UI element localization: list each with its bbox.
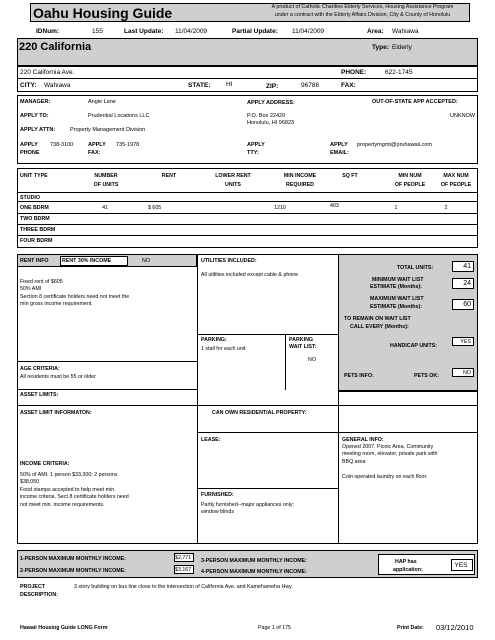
- apply-phone-value: 738-3100: [50, 142, 74, 148]
- out-of-state-value: UNKNOW: [450, 113, 476, 119]
- footer-print-label: Print Date:: [397, 625, 424, 631]
- units-header-3-line-0: LOWER RENT: [215, 173, 251, 179]
- p2-income-label: 2-PERSON MAXIMUM MONTHLY INCOME:: [20, 568, 126, 574]
- units-header-7-line-0: MAX NUM: [443, 173, 469, 179]
- handicap-label: HANDICAP UNITS:: [390, 343, 437, 349]
- unit-type-label: STUDIO: [20, 195, 41, 201]
- idnum-label: IDNum:: [36, 28, 60, 35]
- state-value: HI: [226, 81, 233, 88]
- general-info-text: Opened 2007. Picnic Area, Community meeting room, elevator, private park with BBQ area Coin operated laundry on each floor.: [342, 444, 438, 480]
- tagline-line-1: A product of Catholic Charities Elderly Services, Housing Assistance Program: [271, 4, 454, 10]
- income-criteria-label: INCOME CRITERIA:: [20, 461, 70, 467]
- unit-cell-max_people: 2: [444, 205, 448, 211]
- p4-income-label: 4-PERSON MAXIMUM MONTHLY INCOME:: [201, 569, 307, 575]
- units-header-1-line-1: OF UNITS: [93, 182, 119, 188]
- p3-income-label: 3-PERSON MAXIMUM MONTHLY INCOME:: [201, 558, 307, 564]
- type-label: Type:: [372, 44, 389, 51]
- parking-wait-label-1: PARKING: [289, 337, 314, 343]
- units-header-2-line-0: RENT: [161, 173, 177, 179]
- rent-info-label: RENT INFO: [20, 258, 49, 264]
- max-wait-label-2: ESTIMATE (Months):: [370, 304, 422, 310]
- apply-attn-value: Property Management Division: [70, 127, 146, 133]
- apply-fax-label-2: FAX:: [88, 150, 101, 156]
- apply-email-label-1: APPLY: [330, 142, 348, 148]
- footer-form-name: Hawaii Housing Guide LONG Form: [20, 625, 108, 631]
- rent30-label: RENT 30% INCOME: [62, 258, 112, 264]
- hap-value: YES: [451, 559, 473, 571]
- parking-label: PARKING:: [201, 337, 227, 343]
- asset-limit-info-label: ASSET LIMIT INFORMATON:: [20, 410, 92, 416]
- apply-address-line-1: P.O. Box 22420: [247, 113, 286, 119]
- unit-type-label: ONE BDRM: [20, 205, 49, 211]
- apply-address-label: APPLY ADDRESS:: [247, 100, 295, 106]
- unit-cell-min_income: 1210: [274, 205, 286, 211]
- state-label: STATE:: [188, 82, 211, 89]
- parking-wait-label-2: WAIT LIST:: [289, 344, 317, 350]
- page-title: Oahu Housing Guide: [33, 5, 173, 21]
- units-header-3-line-1: UNITS: [225, 182, 241, 188]
- footer-page-number: Page 1 of 175: [258, 625, 291, 631]
- city-value: Wahiawa: [44, 82, 71, 89]
- city-label: CITY:: [20, 82, 37, 89]
- utilities-value: All utilities included except cable & phone: [201, 272, 299, 278]
- age-criteria-label: AGE CRITERIA:: [20, 366, 60, 372]
- rent-info-text: Fixed rent of $605 50% AMI Section 8 certificate holders need not meet the min gross income requirement.: [20, 279, 130, 308]
- total-units-value: 41: [452, 261, 474, 272]
- unit-cell-rent: $ 605: [148, 205, 162, 211]
- general-info-label: GENERAL INFO:: [342, 437, 384, 443]
- zip-value: 96786: [301, 82, 320, 89]
- manager-label: MANAGER:: [20, 99, 51, 105]
- min-wait-label-2: ESTIMATE (Months):: [370, 284, 422, 290]
- units-header-1-line-0: NUMBER: [94, 173, 118, 179]
- last-update-label: Last Update:: [124, 28, 164, 35]
- phone-value: 622-1745: [385, 69, 413, 76]
- p2-income-value: $3,167: [174, 565, 194, 574]
- zip-label: ZIP:: [266, 83, 279, 90]
- apply-attn-label: APPLY ATTN:: [20, 127, 56, 133]
- furnished-value: Partly furnished--major appliances only; window blinds: [201, 502, 295, 516]
- asset-limits-label: ASSET LIMITS:: [20, 392, 59, 398]
- property-address: 220 California Ave.: [20, 69, 75, 76]
- handicap-value: YES: [452, 337, 474, 346]
- furnished-label: FURNISHED:: [201, 492, 234, 498]
- min-wait-value: 24: [452, 278, 474, 289]
- apply-phone-label-2: PHONE: [20, 150, 40, 156]
- apply-phone-label-1: APPLY: [20, 142, 38, 148]
- p1-income-label: 1-PERSON MAXIMUM MONTHLY INCOME:: [20, 556, 126, 562]
- parking-wait-value: NO: [308, 357, 316, 363]
- units-header-6-line-1: OF PEOPLE: [394, 182, 426, 188]
- project-label-1: PROJECT: [20, 584, 46, 590]
- total-units-label: TOTAL UNITS:: [397, 265, 434, 271]
- unit-type-label: FOUR BDRM: [20, 238, 53, 244]
- idnum-value: 155: [92, 28, 103, 35]
- apply-tty-label-1: APPLY: [247, 142, 265, 148]
- unit-type-label: THREE BDRM: [20, 227, 56, 233]
- footer-print-date: 03/12/2010: [436, 623, 474, 632]
- apply-fax-value: 735-1978: [116, 142, 140, 148]
- max-wait-label-1: MAXIMUM WAIT LIST: [370, 296, 424, 302]
- manager-value: Angie Lane: [88, 99, 116, 105]
- area-label: Area:: [367, 28, 384, 35]
- units-header-4-line-1: REQUIRED: [286, 182, 314, 188]
- max-wait-value: 60: [452, 299, 474, 310]
- remain-label-2: CALL EVERY (Months):: [350, 324, 409, 330]
- apply-address-line-2: Honolulu, HI 96823: [247, 120, 295, 126]
- parking-value: 1 stall for each unit: [201, 346, 246, 352]
- remain-label-1: TO REMAIN ON WAIT LIST: [344, 316, 411, 322]
- pets-info-label: PETS INFO:: [344, 373, 374, 379]
- own-residential-label: CAN OWN RESIDENTIAL PROPERTY:: [212, 410, 307, 416]
- rent30-value: NO: [142, 258, 150, 264]
- phone-label: PHONE:: [341, 69, 367, 76]
- type-value: Elderly: [392, 44, 412, 51]
- out-of-state-label: OUT-OF-STATE APP ACCEPTED:: [372, 99, 458, 105]
- age-criteria-value: All residents must be 55 or older: [20, 374, 96, 380]
- units-header-0-line-0: UNIT TYPE: [20, 173, 48, 179]
- lease-label: LEASE:: [201, 437, 221, 443]
- apply-fax-label-1: APPLY: [88, 142, 106, 148]
- apply-email-value: propertymgmt@pruhawaii.com: [357, 142, 432, 148]
- apply-tty-label-2: TTY:: [247, 150, 259, 156]
- hap-label-2: application:: [393, 567, 423, 573]
- hap-label-1: HAP has: [395, 559, 417, 565]
- units-header-4-line-0: MIN INCOME: [283, 173, 317, 179]
- project-label-2: DESCRIPTION:: [20, 592, 58, 598]
- p1-income-value: $2,771: [174, 553, 194, 562]
- utilities-label: UTILITIES INCLUDED:: [201, 258, 257, 264]
- last-update-value: 11/04/2009: [175, 28, 208, 35]
- units-header-7-line-1: OF PEOPLE: [440, 182, 472, 188]
- units-table: [17, 168, 478, 248]
- min-wait-label-1: MINIMUM WAIT LIST: [372, 277, 424, 283]
- area-value: Wahiawa: [392, 28, 419, 35]
- pets-ok-value: NO: [452, 368, 474, 377]
- unit-cell-min_people: 1: [394, 205, 398, 211]
- property-name: 220 California: [19, 41, 92, 53]
- units-header-6-line-0: MIN NUM: [398, 173, 422, 179]
- partial-update-label: Partial Update:: [232, 28, 278, 35]
- unit-cell-units: 41: [102, 205, 108, 211]
- pets-ok-label: PETS OK:: [414, 373, 440, 379]
- units-header-5-line-0: SQ FT: [342, 173, 358, 179]
- apply-to-value: Prudential Locations LLC: [88, 113, 150, 119]
- unit-type-label: TWO BDRM: [20, 216, 50, 222]
- fax-label: FAX:: [341, 82, 356, 89]
- apply-email-label-2: EMAIL:: [330, 150, 349, 156]
- income-criteria-text: 50% of AMI: 1 person $33,300; 2 persons $38,050 Food stamps accepted to help meet min. income criteria. Sect 8 certificate holders need not meet min. income requirements.: [20, 472, 129, 508]
- tagline-line-2: under a contract with the Elderly Affairs Division, City & County of Honolulu: [274, 11, 451, 18]
- project-description: 3 story building on bus line close to the intersection of California Ave. and Kamehameha Hwy: [74, 584, 292, 590]
- partial-update-value: 11/04/2009: [292, 28, 325, 35]
- apply-to-label: APPLY TO:: [20, 113, 49, 119]
- unit-cell-sqft: 403: [330, 203, 339, 209]
